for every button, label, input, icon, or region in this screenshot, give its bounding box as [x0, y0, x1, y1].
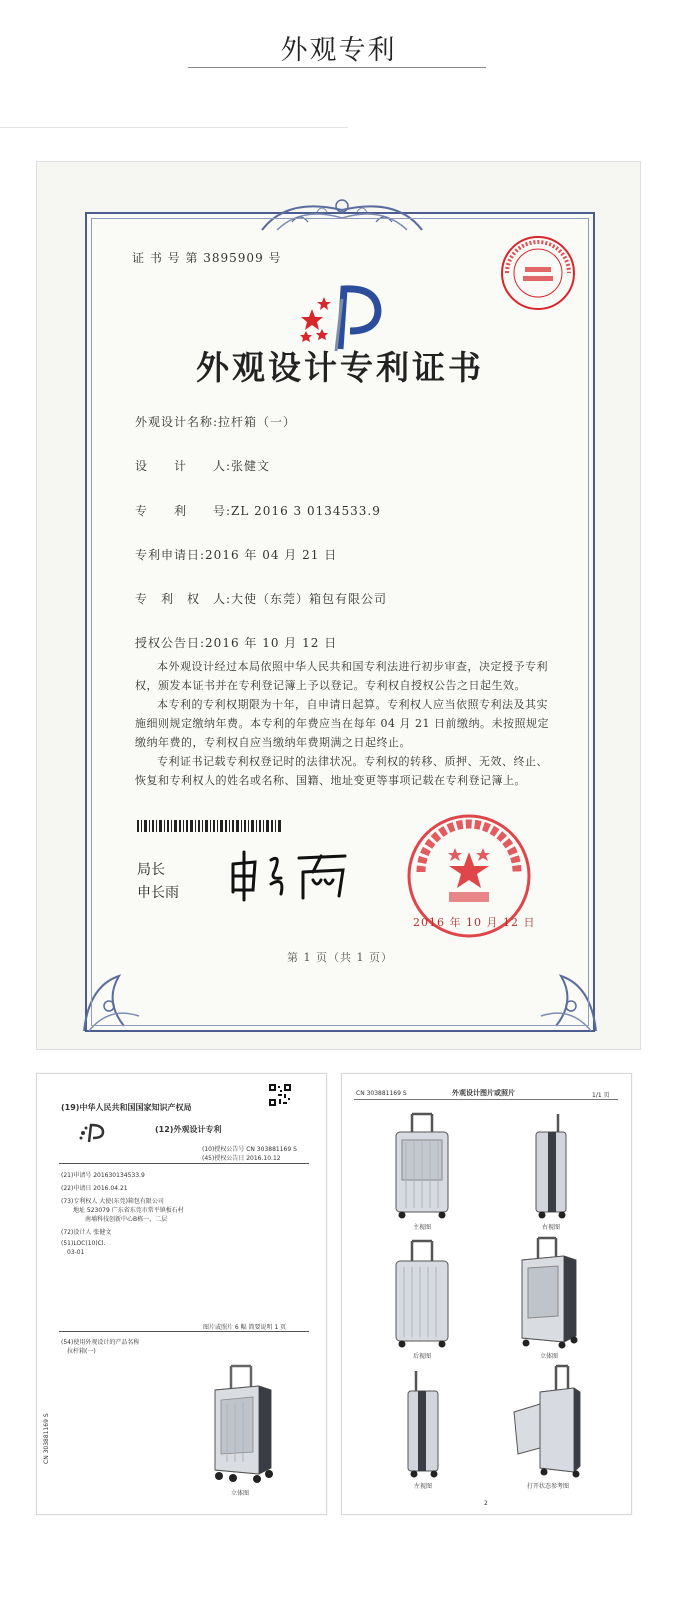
designer: (72)设计人 张健文	[61, 1229, 112, 1236]
suitcase-perspective-image	[207, 1364, 277, 1484]
holder-address-2: 南埔科技创新中心B栋一、二层	[85, 1216, 168, 1223]
caption-rear-view: 后视图	[412, 1353, 431, 1360]
tax-stamp-icon	[499, 234, 577, 312]
field-designer: 设 计 人:张健文	[135, 459, 271, 473]
publication-page	[36, 1073, 327, 1515]
qr-code-icon	[269, 1084, 291, 1106]
application-date: (22)申请日 2016.04.21	[61, 1185, 128, 1192]
application-number: (21)申请号 201630134533.9	[61, 1172, 145, 1179]
perspective-view-image	[514, 1236, 584, 1349]
doc-type: (12)外观设计专利	[155, 1125, 222, 1134]
loc-class: 03-01	[67, 1249, 85, 1256]
caption-left-view: 左视图	[413, 1483, 432, 1490]
product-name-label: (54)使用外观设计的产品名称	[61, 1339, 140, 1346]
view-caption: 立体图	[230, 1490, 249, 1497]
patent-holder: (73)专利权人 大使(东莞)箱包有限公司	[61, 1198, 164, 1205]
pub-date: (45)授权公告日 2016.10.12	[202, 1155, 281, 1162]
section-divider	[0, 127, 348, 128]
product-name: 拉杆箱(一)	[67, 1348, 96, 1355]
caption-front-view: 主视图	[412, 1224, 431, 1231]
signature-icon	[227, 844, 357, 904]
side-code: CN 303881169 S	[43, 1413, 50, 1464]
header-rule	[59, 1163, 309, 1164]
footer-note: 图片或照片 6 幅 简要说明 1 页	[203, 1324, 287, 1331]
field-patent-number: 专 利 号:ZL 2016 3 0134533.9	[135, 504, 381, 518]
certificate-body	[135, 657, 550, 790]
top-ornament-icon	[257, 192, 427, 234]
holder-address: 地址 523079 广东省东莞市常平镇板石村	[73, 1207, 184, 1214]
open-state-view-image	[510, 1364, 584, 1479]
corner-ornament-left-icon	[79, 946, 149, 1036]
loc-class-label: (51)LOC(10)Cl.	[61, 1240, 106, 1247]
paragraph: 本专利的专利权期限为十年，自申请日起算。专利权人应当依照专利法及其实施细则规定缴纳年费。本专利的年费应当在每年 04 月 21 日前缴纳。未按照规定缴纳年费的，专利权自应当缴纳年费期满之日起终止。	[135, 698, 549, 749]
drawings-page-number: 2	[484, 1500, 488, 1507]
caption-perspective-view: 立体图	[539, 1353, 558, 1360]
signer-name: 申长雨	[137, 885, 179, 901]
title-underline	[188, 67, 486, 68]
certificate-photo	[36, 161, 641, 1050]
certificate-title: 外观设计专利证书	[196, 348, 484, 387]
paragraph: 本外观设计经过本局依照中华人民共和国专利法进行初步审查，决定授予专利权，颁发本证书并在专利登记簿上予以登记。专利权自授权公告之日起生效。	[135, 660, 548, 692]
seal-date: 2016 年 10 月 12 日	[413, 916, 536, 929]
patent-office-logo-small-icon	[77, 1121, 105, 1143]
certificate-paper	[85, 212, 595, 1032]
page-note: 第 1 页（共 1 页）	[287, 951, 393, 964]
drawings-header-rule	[354, 1099, 618, 1100]
field-patentee: 专 利 权 人:大使（东莞）箱包有限公司	[135, 592, 388, 606]
paragraph: 专利证书记载专利权登记时的法律状况。专利权的转移、质押、无效、终止、恢复和专利权人的姓名或名称、国籍、地址变更等事项记载在专利登记簿上。	[135, 755, 548, 787]
pub-number: (10)授权公告号 CN 303881169 S	[202, 1146, 297, 1153]
office-name: (19)中华人民共和国国家知识产权局	[61, 1103, 192, 1112]
barcode-icon	[137, 820, 282, 832]
field-design-name: 外观设计名称:拉杆箱（一）	[135, 415, 297, 429]
drawings-title: 外观设计图片或照片	[452, 1089, 515, 1097]
certificate-number: 证 书 号 第 3895909 号	[132, 251, 282, 265]
patent-office-logo-icon	[292, 269, 392, 354]
left-view-image	[402, 1369, 444, 1479]
drawings-page	[341, 1073, 632, 1515]
field-application-date: 专利申请日:2016 年 04 月 21 日	[135, 548, 338, 562]
field-grant-date: 授权公告日:2016 年 10 月 12 日	[135, 636, 338, 650]
caption-open-state-view: 打开状态参考图	[526, 1483, 569, 1490]
section-title: 外观专利	[280, 35, 397, 66]
caption-right-view: 右视图	[541, 1224, 560, 1231]
signer-role: 局长	[137, 862, 165, 878]
office-seal-icon	[405, 812, 536, 940]
drawings-code: CN 303881169 S	[356, 1090, 407, 1097]
front-view-image	[392, 1112, 452, 1220]
corner-ornament-right-icon	[531, 946, 601, 1036]
rear-view-image	[392, 1239, 452, 1349]
footer-rule	[59, 1331, 309, 1332]
drawings-page-count: 1/1 页	[592, 1092, 610, 1099]
right-view-image	[530, 1112, 572, 1220]
